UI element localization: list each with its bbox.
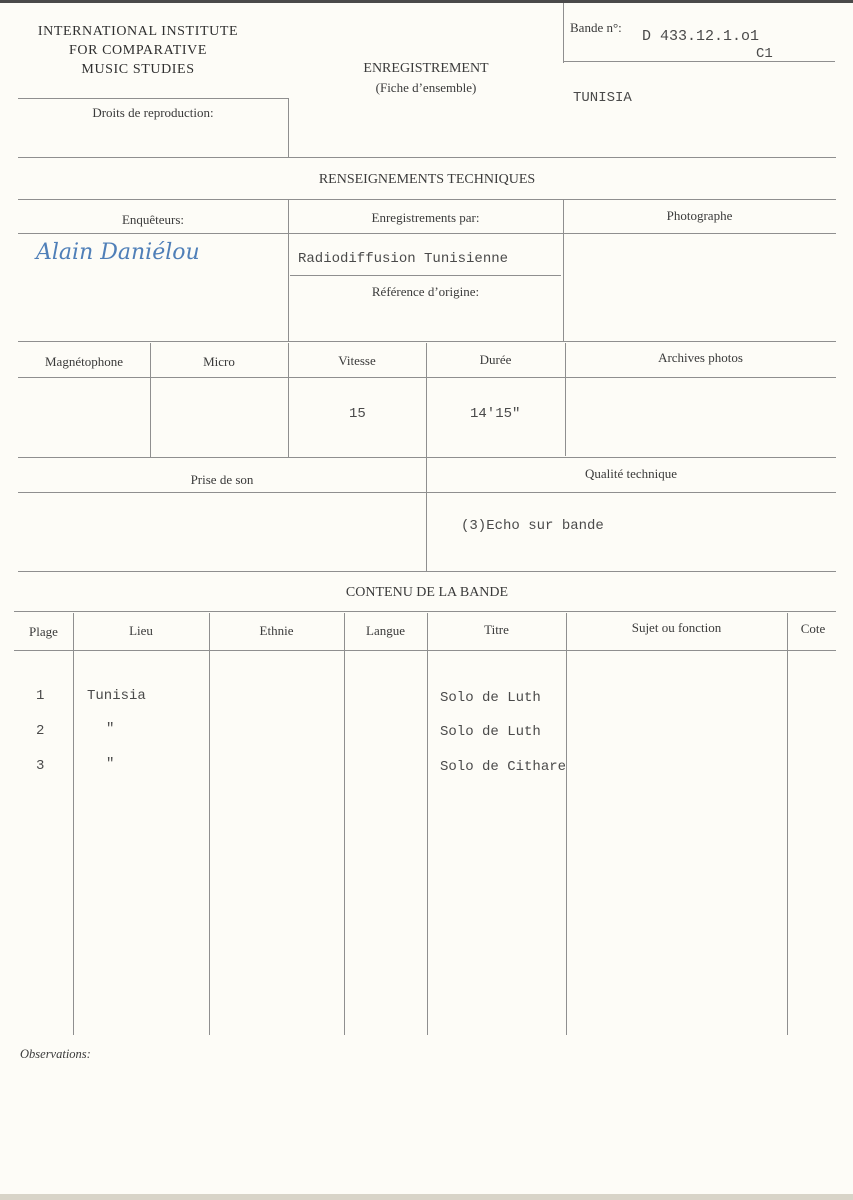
page-top-edge bbox=[0, 0, 853, 3]
place-value: " bbox=[106, 756, 115, 772]
column-header-language: Langue bbox=[366, 623, 405, 638]
institute-line: FOR COMPARATIVE bbox=[68, 43, 207, 58]
title-value: Solo de Luth bbox=[440, 724, 541, 740]
place-value: " bbox=[106, 721, 115, 737]
column-header-track: Plage bbox=[29, 624, 58, 639]
photo-archives-label: Archives photos bbox=[658, 350, 743, 365]
observations-label: Observations: bbox=[20, 1047, 91, 1061]
technical-quality-value: (3)Echo sur bande bbox=[461, 518, 604, 534]
recorded-by-value: Radiodiffusion Tunisienne bbox=[298, 251, 509, 267]
divider bbox=[18, 492, 836, 493]
recorded-by-label: Enregistrements par: bbox=[371, 210, 480, 225]
tape-box-bottom-border bbox=[563, 61, 835, 62]
title-value: Solo de Luth bbox=[440, 690, 541, 706]
tape-number-label: Bande n°: bbox=[570, 20, 622, 35]
divider bbox=[18, 199, 836, 200]
grid-line bbox=[427, 613, 428, 1035]
column-header-ethnic-group: Ethnie bbox=[259, 623, 294, 638]
institute-line: MUSIC STUDIES bbox=[81, 62, 195, 77]
rights-box-top-border bbox=[18, 98, 288, 99]
speed-label: Vitesse bbox=[338, 353, 376, 368]
investigators-signature: Alain Daniélou bbox=[36, 240, 200, 265]
form-subtitle: (Fiche d’ensemble) bbox=[375, 80, 477, 95]
column-header-subject: Sujet ou fonction bbox=[631, 620, 722, 635]
technical-section-title: RENSEIGNEMENTS TECHNIQUES bbox=[318, 172, 536, 187]
grid-line bbox=[73, 613, 74, 1035]
grid-line bbox=[209, 613, 210, 1035]
place-value: Tunisia bbox=[87, 688, 146, 704]
divider bbox=[290, 275, 561, 276]
duration-label: Durée bbox=[479, 352, 512, 367]
column-header-place: Lieu bbox=[129, 623, 153, 638]
speed-value: 15 bbox=[349, 406, 366, 422]
column-header-title: Titre bbox=[484, 622, 509, 637]
track-number: 3 bbox=[36, 758, 45, 774]
institute-name bbox=[8, 22, 268, 79]
divider bbox=[14, 611, 836, 612]
divider bbox=[18, 571, 836, 572]
content-section-title: CONTENU DE LA BANDE bbox=[345, 585, 509, 600]
title-value: Solo de Cithare bbox=[440, 759, 567, 775]
photographer-label: Photographe bbox=[666, 208, 733, 223]
grid-line bbox=[787, 613, 788, 1035]
technical-quality-label: Qualité technique bbox=[584, 466, 678, 481]
sound-recording-label: Prise de son bbox=[190, 472, 254, 487]
tape-box-left-border bbox=[563, 3, 564, 63]
origin-reference-label: Référence d’origine: bbox=[371, 284, 480, 299]
track-number: 1 bbox=[36, 688, 45, 704]
country-value: TUNISIA bbox=[573, 90, 632, 106]
page-bottom-edge bbox=[0, 1194, 853, 1200]
divider bbox=[18, 341, 836, 342]
duration-value: 14'15" bbox=[470, 406, 521, 422]
tape-code: C1 bbox=[756, 46, 773, 62]
rights-label: Droits de reproduction: bbox=[92, 105, 214, 120]
divider bbox=[18, 233, 836, 234]
tape-recorder-label: Magnétophone bbox=[45, 354, 123, 369]
track-number: 2 bbox=[36, 723, 45, 739]
investigators-label: Enquêteurs: bbox=[121, 212, 185, 227]
micro-label: Micro bbox=[203, 354, 235, 369]
column-header-code: Cote bbox=[800, 621, 826, 636]
tape-number: D 433.12.1.o1 bbox=[642, 28, 760, 45]
grid-line bbox=[566, 613, 567, 1035]
divider bbox=[18, 457, 836, 458]
rights-box-right-border bbox=[288, 98, 289, 158]
divider bbox=[18, 157, 836, 158]
divider bbox=[18, 377, 836, 378]
divider bbox=[14, 650, 836, 651]
form-title: ENREGISTREMENT bbox=[363, 61, 489, 76]
institute-line: INTERNATIONAL INSTITUTE bbox=[37, 24, 239, 39]
grid-line bbox=[344, 613, 345, 1035]
